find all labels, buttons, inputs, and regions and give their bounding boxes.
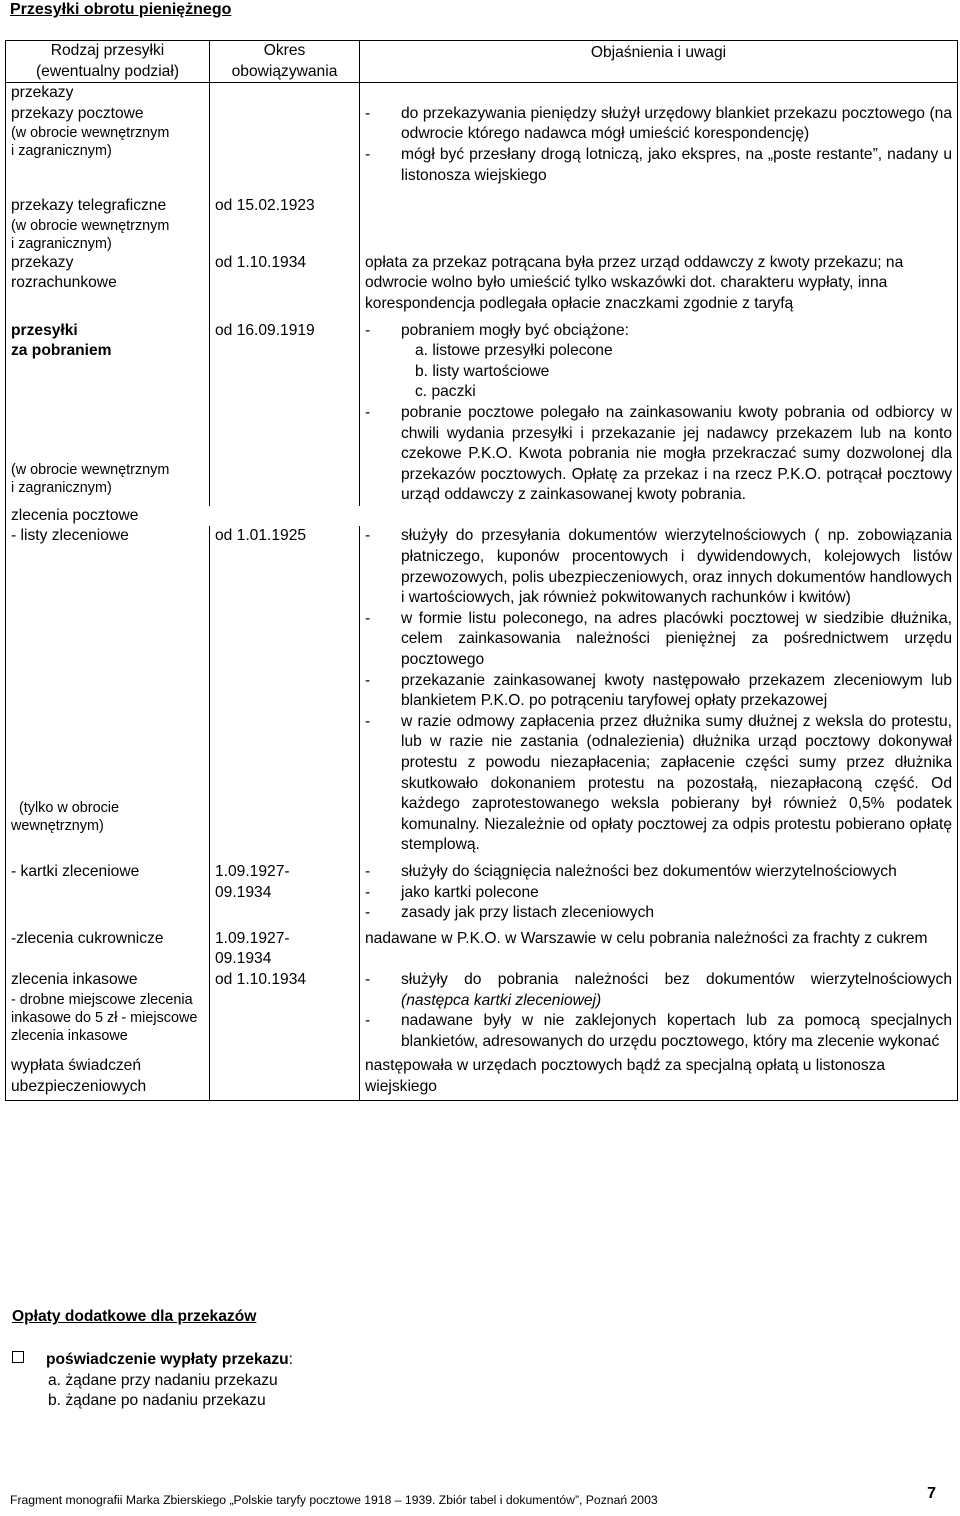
header-type-line1: Rodzaj przesyłki xyxy=(50,42,165,59)
note-cell: nadawane w P.K.O. w Warszawie w celu pobrania należności za frachty z cukrem xyxy=(360,929,958,970)
row-przekazy-telegraficzne xyxy=(6,186,210,253)
note-item: - pobranie pocztowe polegało na zainkasowaniu kwoty pobrania od odbiorcy w chwili wydania przesyłki i przekazanie jej nadawcy przekazem lub na konto czekowe P.K.O. Kwota pobrania nie mogła przekraczać sumy dozwolonej dla przekazów pocztowych. Opłatę za przekaz i na rzecz P.K.O. potrącał pocztowy urząd oddawczy z zainkasowanej kwoty pobrania. xyxy=(365,403,952,504)
section-zlecenia: zlecenia pocztowe xyxy=(6,506,958,527)
header-notes-text: Objaśnienia i uwagi xyxy=(590,44,727,61)
type-name: za pobraniem xyxy=(11,342,112,360)
type-name: rozrachunkowe xyxy=(11,274,117,292)
note-cell: opłata za przekaz potrącana była przez urząd oddawczy z kwoty przekazu; na odwrocie wolno było umieścić tylko wskazówki dot. charakteru wypłaty, inna korespondencja podlegała opłacie znaczkami zgodnie z taryfą xyxy=(360,253,958,321)
type-sub: - drobne miejscowe zlecenia inkasowe do 5 zł - miejscowe zlecenia inkasowe xyxy=(11,991,198,1044)
list-item: c. paczki xyxy=(415,383,476,401)
notes-kartki xyxy=(360,862,958,929)
type-name: przekazy xyxy=(11,253,74,271)
notes-pobranie: - pobraniem mogły być obciążone: a. listowe przesyłki polecone b. listy wartościowe c. paczki - pobranie pocztowe polegało na zainkasowaniu kwoty pobrania od odbiorcy w chwili wydania przesyłki i przekazanie jej nadawcy przekazem lub na konto czekowe P.K.O. Kwota pobrania nie mogła przekraczać sumy dozwolonej dla przekazów pocztowych. Opłatę za przekaz i na rzecz P.K.O. potrącał pocztowy urząd oddawczy z zainkasowanej kwoty pobrania. xyxy=(360,321,958,506)
row-zlecenia-cukrownicze: -zlecenia cukrownicze xyxy=(6,929,210,970)
table-row xyxy=(6,186,958,253)
period-cell: 1.09.1927- 09.1934 xyxy=(210,929,360,970)
type-scope: (w obrocie wewnętrznym xyxy=(11,461,170,478)
page-number: 7 xyxy=(927,1485,936,1502)
fees-list xyxy=(12,1350,293,1412)
table-row xyxy=(6,506,958,527)
section-przekazy: przekazy xyxy=(6,83,210,104)
table-row xyxy=(6,526,958,862)
type-scope: (tylko w obrocie xyxy=(19,800,119,817)
type-scope: i zagranicznym) xyxy=(11,479,112,496)
postal-money-table xyxy=(5,40,958,1101)
note-item: - służyły do przesyłania dokumentów wierzytelnościowych ( np. zobowiązania płatniczego, kuponów procentowych i dywidendowych, kolejowych listów przewozowych, polis ubezpieczeniowych, oraz innych dokumentów handlowych i wartościowych, jak również pokwitowanych rachunków i kwitów) xyxy=(365,527,952,607)
header-type-line2: (ewentualny podział) xyxy=(35,62,180,80)
fees-title: Opłaty dodatkowe dla przekazów xyxy=(12,1308,257,1325)
header-notes xyxy=(360,41,958,83)
type-name: - listy zleceniowe xyxy=(11,527,129,545)
note-item: - jako kartki polecone xyxy=(365,883,539,901)
type-name: przesyłki xyxy=(11,321,78,339)
note-item: - zasady jak przy listach zleceniowych xyxy=(365,904,655,922)
type-scope: i zagranicznym) xyxy=(11,143,112,160)
footer-citation: Fragment monografii Marka Zbierskiego „Polskie taryfy pocztowe 1918 – 1939. Zbiór tabel i dokumentów”, Poznań 2003 xyxy=(10,1493,658,1507)
header-period-line2: obowiązywania xyxy=(231,62,338,80)
note-item: - mógł być przesłany drogą lotniczą, jako ekspres, na „poste restante”, nadany u listonosza wiejskiego xyxy=(365,145,952,184)
checkbox-bullet-icon xyxy=(12,1351,24,1363)
notes-listy-zleceniowe xyxy=(360,526,958,862)
table-header-row xyxy=(6,41,958,83)
table-row xyxy=(6,253,958,321)
row-wyplata-swiadczen: wypłata świadczeń ubezpieczeniowych xyxy=(6,1052,210,1100)
footer xyxy=(10,1485,940,1508)
table-row xyxy=(6,83,958,104)
row-kartki-zleceniowe: - kartki zleceniowe xyxy=(6,862,210,929)
table-row xyxy=(6,929,958,970)
table-row xyxy=(6,104,958,186)
note-cell: następowała w urzędach pocztowych bądź za specjalną opłatą u listonosza wiejskiego xyxy=(360,1052,958,1100)
notes-inkasowe xyxy=(360,970,958,1052)
type-scope: (w obrocie wewnętrznym xyxy=(11,125,170,142)
list-item: b. listy wartościowe xyxy=(415,362,550,380)
fees-option-a: a. żądane przy nadaniu przekazu xyxy=(48,1371,278,1389)
fees-item: poświadczenie wypłaty przekazu: xyxy=(12,1350,293,1371)
row-zlecenia-inkasowe xyxy=(6,970,210,1052)
list-item: a. listowe przesyłki polecone xyxy=(415,342,613,360)
notes-przekazy-pocztowe xyxy=(360,104,958,186)
note-item: - w razie odmowy zapłacenia przez dłużnika sumy dłużnej z weksla do protestu, lub w razie nie zastania (odnalezienia) dłużnika urząd pocztowy dokonywał protestu z powodu niezapłacenia; zapłacenie części sumy przez dłużnika skutkowało dokonaniem protestu na pozostałą, niezapłaconą część. Od każdego zaprotestowanego weksla pobierany był również 0,5% podatek komunalny. Niezależnie od opłaty pocztowej za odpis protestu pobierano opłatę stemplową. xyxy=(365,712,952,854)
note-item: - przekazanie zainkasowanej kwoty następowało przekazem zleceniowym lub blankietem P.K.O. po potrąceniu taryfowej opłaty przekazowej xyxy=(365,671,952,710)
period-cell: 1.09.1927- 09.1934 xyxy=(210,862,360,929)
period-cell: od 1.10.1934 xyxy=(210,253,360,321)
period-cell: od 1.10.1934 xyxy=(210,970,360,1052)
note-item: - w formie listu poleconego, na adres placówki pocztowej w siedzibie dłużnika, celem zainkasowania należności pieniężnej za pośrednictwem urzędu pocztowego xyxy=(365,609,952,669)
note-item: - służyły do ściągnięcia należności bez dokumentów wierzytelnościowych xyxy=(365,862,897,880)
page-title: Przesyłki obrotu pieniężnego xyxy=(10,1,232,18)
row-przekazy-rozrachunkowe xyxy=(6,253,210,321)
header-type xyxy=(6,41,210,83)
table-row xyxy=(6,970,958,1052)
type-name: przekazy telegraficzne xyxy=(11,197,167,215)
type-scope: (w obrocie wewnętrznym xyxy=(11,217,170,234)
note-item: - nadawane były w nie zaklejonych kopertach lub za pomocą specjalnych blankietów, adresowanych do urzędu pocztowego, który ma zlecenie wykonać xyxy=(365,1012,952,1050)
table-row xyxy=(6,1052,958,1100)
note-item: - do przekazywania pieniędzy służył urzędowy blankiet przekazu pocztowego (na odwrocie którego nadawca mógł umieścić korespondencję) xyxy=(365,104,952,143)
period-cell: od 15.02.1923 xyxy=(210,186,360,253)
row-przekazy-pocztowe xyxy=(6,104,210,186)
period-cell: od 16.09.1919 xyxy=(210,321,360,506)
row-listy-zleceniowe xyxy=(6,526,210,862)
table-row xyxy=(6,862,958,929)
row-pobranie xyxy=(6,321,210,506)
fees-option-b: b. żądane po nadaniu przekazu xyxy=(48,1392,266,1410)
type-name: przekazy pocztowe xyxy=(11,104,144,122)
type-name: zlecenia inkasowe xyxy=(11,970,138,988)
type-scope: i zagranicznym) xyxy=(11,235,112,252)
header-period-line1: Okres xyxy=(263,42,306,59)
period-cell: od 1.01.1925 xyxy=(210,526,360,862)
note-item: - służyły do pobrania należności bez dokumentów wierzytelnościowych (następca kartki zleceniowej) xyxy=(365,970,952,1009)
header-period xyxy=(210,41,360,83)
table-row xyxy=(6,321,958,506)
type-scope: wewnętrznym) xyxy=(11,818,104,835)
